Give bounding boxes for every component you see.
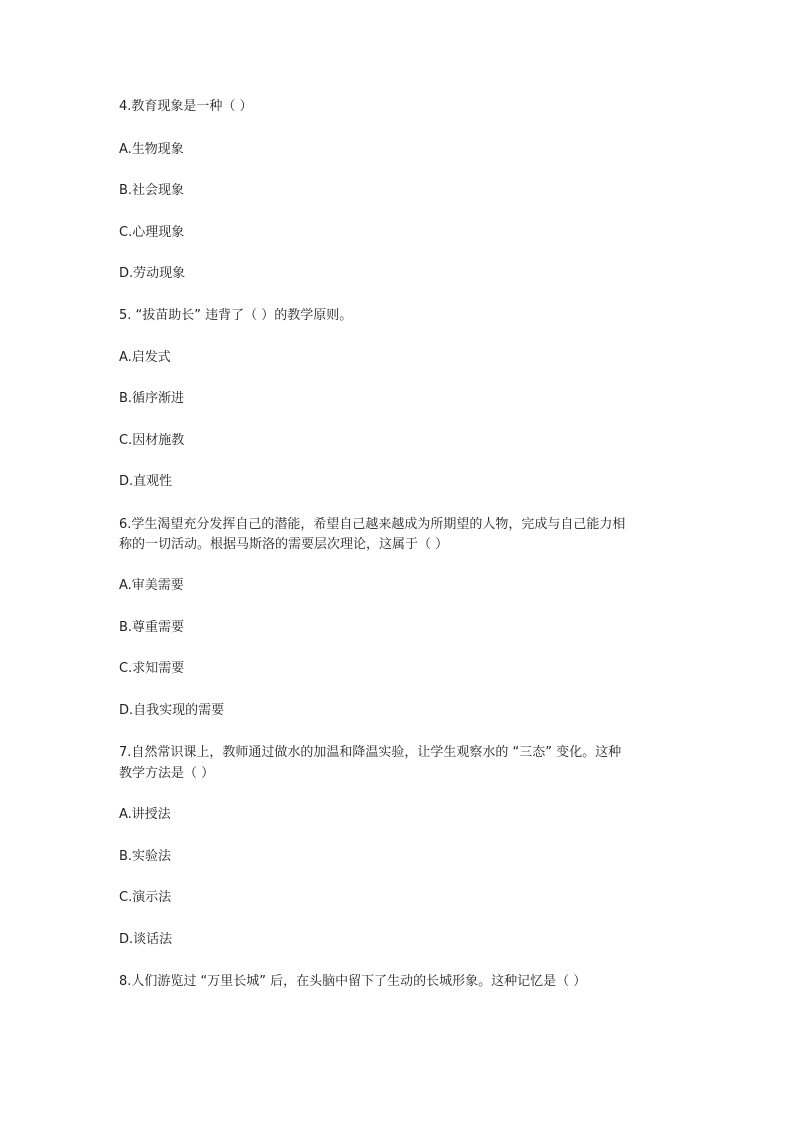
- question-4-stem: 4.教育现象是一种（ ）: [119, 99, 253, 114]
- question-6-option-a: A.审美需要: [119, 578, 184, 593]
- question-5-option-b: B.循序渐进: [119, 391, 185, 406]
- question-7-option-c: C.演示法: [119, 890, 172, 905]
- question-4-option-c: C.心理现象: [119, 225, 185, 240]
- question-4-option-d: D.劳动现象: [119, 266, 186, 281]
- question-6-option-c: C.求知需要: [119, 661, 185, 676]
- question-7-option-d: D.谈话法: [119, 932, 173, 947]
- question-5-option-a: A.启发式: [119, 350, 171, 365]
- question-5-option-d: D.直观性: [119, 474, 173, 489]
- question-7-option-b: B.实验法: [119, 849, 172, 864]
- question-7-stem-line-2: 教学方法是（ ）: [119, 766, 215, 781]
- question-6-option-b: B.尊重需要: [119, 620, 185, 635]
- question-4-option-a: A.生物现象: [119, 142, 184, 157]
- question-4-option-b: B.社会现象: [119, 183, 185, 198]
- question-5-stem: 5. “拔苗助长” 违背了（ ）的教学原则。: [119, 308, 353, 323]
- question-6-stem-line-2: 称的一切活动。根据马斯洛的需要层次理论，这属于（ ）: [119, 537, 449, 552]
- question-7-option-a: A.讲授法: [119, 807, 171, 822]
- question-8-stem: 8.人们游览过 “万里长城” 后，在头脑中留下了生动的长城形象。这种记忆是（ ）: [119, 974, 587, 989]
- question-6-option-d: D.自我实现的需要: [119, 703, 225, 718]
- question-5-option-c: C.因材施教: [119, 433, 185, 448]
- question-6-stem-line-1: 6.学生渴望充分发挥自己的潜能，希望自己越来越成为所期望的人物，完成与自己能力相: [119, 517, 626, 532]
- question-7-stem-line-1: 7.自然常识课上，教师通过做水的加温和降温实验，让学生观察水的 “三态” 变化。这种: [119, 745, 622, 760]
